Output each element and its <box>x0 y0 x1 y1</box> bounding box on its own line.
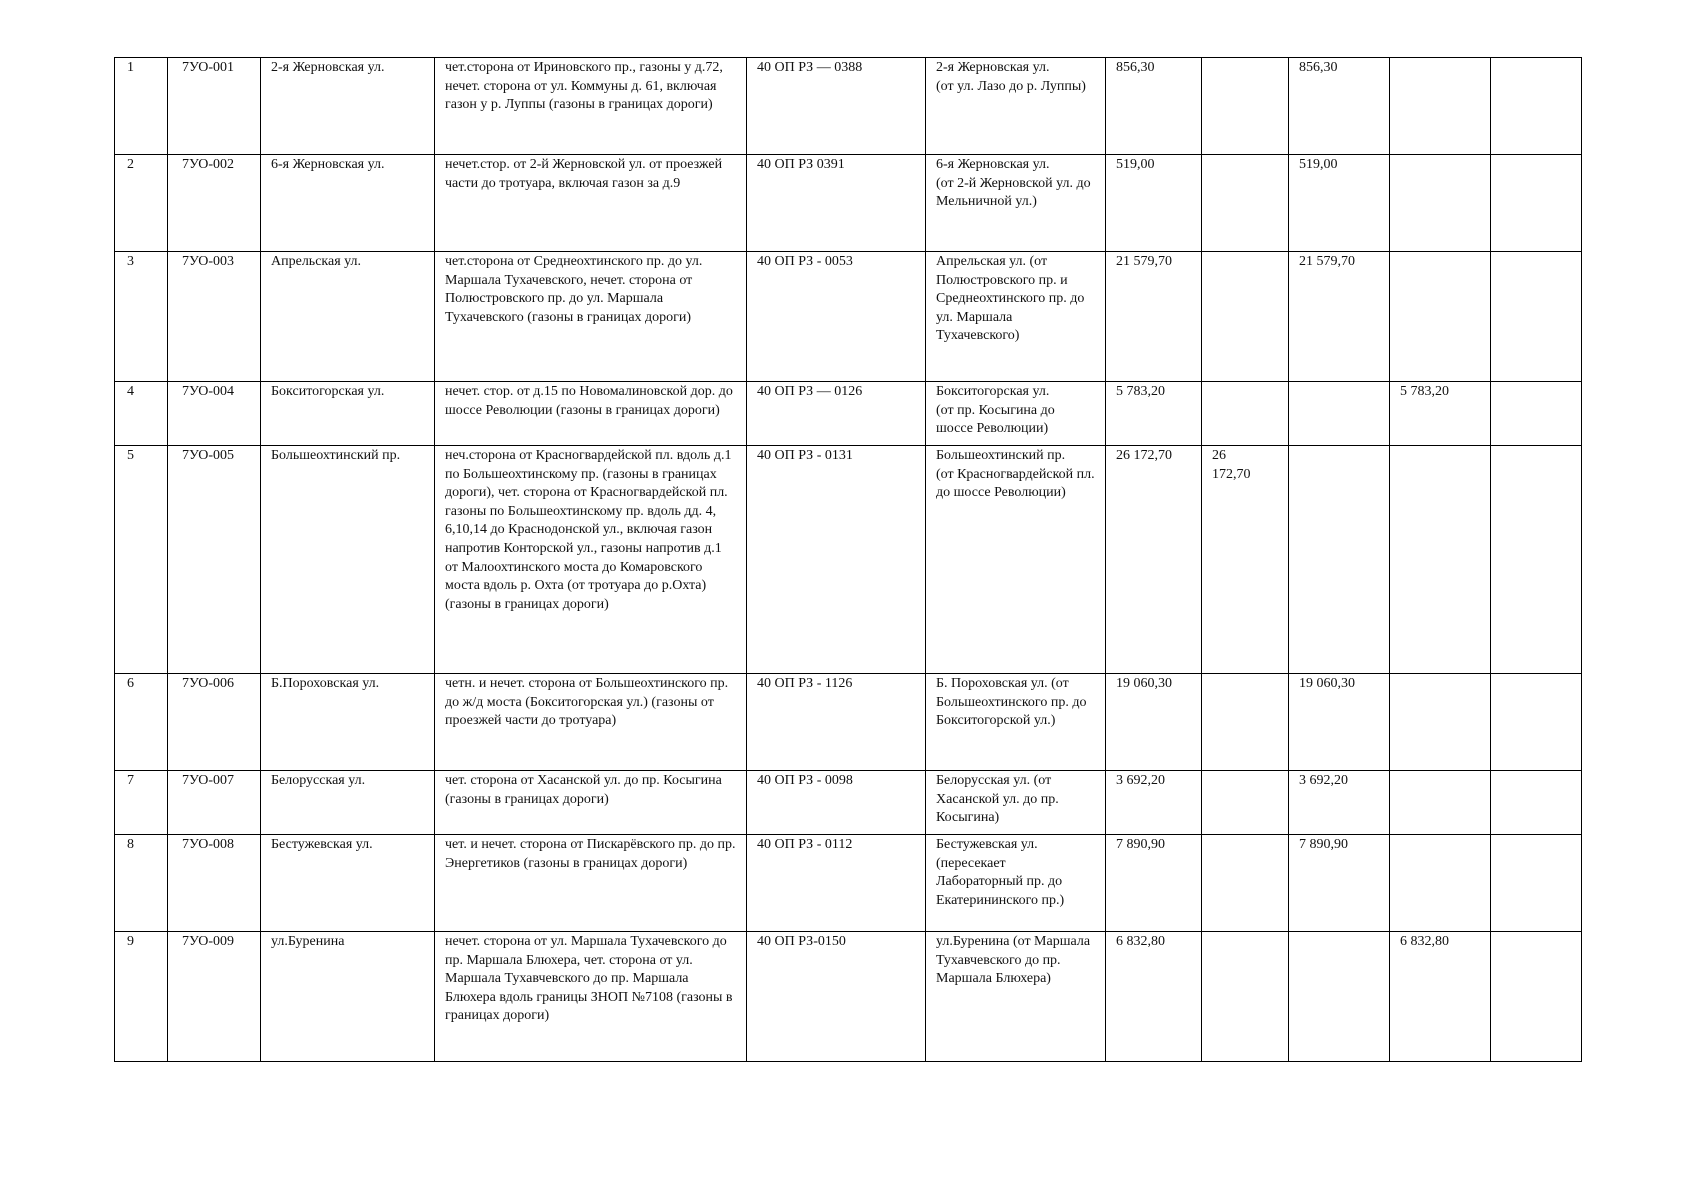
lawn-description: нечет.стор. от 2-й Жерновской ул. от проезжей части до тротуара, включая газон за д.9 <box>435 155 747 252</box>
area-category-2 <box>1289 382 1390 446</box>
area-category-3 <box>1390 674 1491 771</box>
area-category-4 <box>1491 932 1582 1062</box>
table-body <box>115 58 1582 1062</box>
object-code: 7УО-007 <box>168 771 261 835</box>
area-category-2: 7 890,90 <box>1289 835 1390 932</box>
area-category-3 <box>1390 252 1491 382</box>
object-code: 7УО-005 <box>168 446 261 674</box>
lawn-description: нечет. сторона от ул. Маршала Тухачевского до пр. Маршала Блюхера, чет. сторона от ул. Маршала Тухавчевского до пр. Маршала Блюхера вдоль границы ЗНОП №7108 (газоны в границах дороги) <box>435 932 747 1062</box>
area-category-3 <box>1390 771 1491 835</box>
street-name: Апрельская ул. <box>261 252 435 382</box>
object-code: 7УО-009 <box>168 932 261 1062</box>
road-section-name: 2-я Жерновская ул. (от ул. Лазо до р. Луппы) <box>926 58 1106 155</box>
area-total: 6 832,80 <box>1106 932 1202 1062</box>
street-name: 2-я Жерновская ул. <box>261 58 435 155</box>
area-category-4 <box>1491 446 1582 674</box>
road-id: 40 ОП РЗ — 0388 <box>747 58 926 155</box>
road-section-name: 6-я Жерновская ул. (от 2-й Жерновской ул. до Мельничной ул.) <box>926 155 1106 252</box>
area-category-1 <box>1202 932 1289 1062</box>
road-id: 40 ОП РЗ - 0131 <box>747 446 926 674</box>
area-category-3 <box>1390 155 1491 252</box>
road-section-name: Б. Пороховская ул. (от Большеохтинского пр. до Бокситогорской ул.) <box>926 674 1106 771</box>
area-category-3: 5 783,20 <box>1390 382 1491 446</box>
area-category-2: 19 060,30 <box>1289 674 1390 771</box>
area-category-2: 21 579,70 <box>1289 252 1390 382</box>
lawn-description: чет. и нечет. сторона от Пискарёвского пр. до пр. Энергетиков (газоны в границах дороги) <box>435 835 747 932</box>
area-category-4 <box>1491 252 1582 382</box>
area-category-1 <box>1202 674 1289 771</box>
row-number: 2 <box>115 155 168 252</box>
area-category-4 <box>1491 771 1582 835</box>
road-section-name: Большеохтинский пр. (от Красногвардейской пл. до шоссе Революции) <box>926 446 1106 674</box>
road-section-name: Апрельская ул. (от Полюстровского пр. и Среднеохтинского пр. до ул. Маршала Тухачевского) <box>926 252 1106 382</box>
table-row <box>115 382 1582 446</box>
road-id: 40 ОП РЗ - 0112 <box>747 835 926 932</box>
row-number: 8 <box>115 835 168 932</box>
area-category-1 <box>1202 835 1289 932</box>
area-category-4 <box>1491 155 1582 252</box>
object-code: 7УО-008 <box>168 835 261 932</box>
table-row <box>115 58 1582 155</box>
area-total: 519,00 <box>1106 155 1202 252</box>
area-category-3 <box>1390 446 1491 674</box>
row-number: 9 <box>115 932 168 1062</box>
area-category-1: 26 172,70 <box>1202 446 1289 674</box>
area-total: 5 783,20 <box>1106 382 1202 446</box>
row-number: 5 <box>115 446 168 674</box>
lawn-description: чет.сторона от Среднеохтинского пр. до ул. Маршала Тухачевского, нечет. сторона от Полюстровского пр. до ул. Маршала Тухачевского (газоны в границах дороги) <box>435 252 747 382</box>
object-code: 7УО-006 <box>168 674 261 771</box>
row-number: 1 <box>115 58 168 155</box>
area-category-1 <box>1202 58 1289 155</box>
object-code: 7УО-003 <box>168 252 261 382</box>
table-row <box>115 932 1582 1062</box>
area-category-2: 519,00 <box>1289 155 1390 252</box>
street-name: Белорусская ул. <box>261 771 435 835</box>
area-total: 21 579,70 <box>1106 252 1202 382</box>
area-total: 19 060,30 <box>1106 674 1202 771</box>
area-category-1 <box>1202 155 1289 252</box>
area-category-4 <box>1491 382 1582 446</box>
area-category-2 <box>1289 932 1390 1062</box>
area-category-2: 3 692,20 <box>1289 771 1390 835</box>
area-category-3: 6 832,80 <box>1390 932 1491 1062</box>
area-category-1 <box>1202 252 1289 382</box>
table-row <box>115 155 1582 252</box>
street-name: ул.Буренина <box>261 932 435 1062</box>
area-total: 26 172,70 <box>1106 446 1202 674</box>
road-id: 40 ОП РЗ-0150 <box>747 932 926 1062</box>
area-category-3 <box>1390 58 1491 155</box>
area-category-3 <box>1390 835 1491 932</box>
lawn-registry-table <box>114 57 1582 1062</box>
area-category-1 <box>1202 771 1289 835</box>
table-row <box>115 252 1582 382</box>
row-number: 6 <box>115 674 168 771</box>
road-id: 40 ОП РЗ — 0126 <box>747 382 926 446</box>
area-category-1 <box>1202 382 1289 446</box>
table-row <box>115 674 1582 771</box>
lawn-description: чет.сторона от Ириновского пр., газоны у д.72, нечет. сторона от ул. Коммуны д. 61, включая газон у р. Луппы (газоны в границах дороги) <box>435 58 747 155</box>
area-total: 3 692,20 <box>1106 771 1202 835</box>
road-section-name: Белорусская ул. (от Хасанской ул. до пр. Косыгина) <box>926 771 1106 835</box>
object-code: 7УО-002 <box>168 155 261 252</box>
road-id: 40 ОП РЗ 0391 <box>747 155 926 252</box>
area-category-4 <box>1491 835 1582 932</box>
object-code: 7УО-004 <box>168 382 261 446</box>
area-category-4 <box>1491 58 1582 155</box>
area-category-2: 856,30 <box>1289 58 1390 155</box>
street-name: 6-я Жерновская ул. <box>261 155 435 252</box>
row-number: 4 <box>115 382 168 446</box>
street-name: Бокситогорская ул. <box>261 382 435 446</box>
lawn-description: чет. сторона от Хасанской ул. до пр. Косыгина (газоны в границах дороги) <box>435 771 747 835</box>
table-row <box>115 446 1582 674</box>
area-category-2 <box>1289 446 1390 674</box>
lawn-description: неч.сторона от Красногвардейской пл. вдоль д.1 по Большеохтинскому пр. (газоны в границах дороги), чет. сторона от Красногвардейской пл. газоны по Большеохтинскому пр. вдоль дд. 4, 6,10,14 до Краснодонской ул., включая газон напротив Конторской ул., газоны напротив д.1 от Малоохтинского моста до Комаровского моста вдоль р. Охта (от тротуара до р.Охта) (газоны в границах дороги) <box>435 446 747 674</box>
street-name: Б.Пороховская ул. <box>261 674 435 771</box>
row-number: 3 <box>115 252 168 382</box>
road-section-name: Бестужевская ул. (пересекает Лабораторный пр. до Екатерининского пр.) <box>926 835 1106 932</box>
area-total: 856,30 <box>1106 58 1202 155</box>
road-id: 40 ОП РЗ - 1126 <box>747 674 926 771</box>
table-row <box>115 835 1582 932</box>
road-id: 40 ОП РЗ - 0098 <box>747 771 926 835</box>
street-name: Большеохтинский пр. <box>261 446 435 674</box>
area-category-4 <box>1491 674 1582 771</box>
object-code: 7УО-001 <box>168 58 261 155</box>
area-total: 7 890,90 <box>1106 835 1202 932</box>
row-number: 7 <box>115 771 168 835</box>
road-section-name: Бокситогорская ул. (от пр. Косыгина до шоссе Революции) <box>926 382 1106 446</box>
lawn-description: нечет. стор. от д.15 по Новомалиновской дор. до шоссе Революции (газоны в границах дороги) <box>435 382 747 446</box>
road-section-name: ул.Буренина (от Маршала Тухавчевского до пр. Маршала Блюхера) <box>926 932 1106 1062</box>
street-name: Бестужевская ул. <box>261 835 435 932</box>
table-row <box>115 771 1582 835</box>
lawn-description: четн. и нечет. сторона от Большеохтинского пр. до ж/д моста (Бокситогорская ул.) (газоны от проезжей части до тротуара) <box>435 674 747 771</box>
road-id: 40 ОП РЗ - 0053 <box>747 252 926 382</box>
